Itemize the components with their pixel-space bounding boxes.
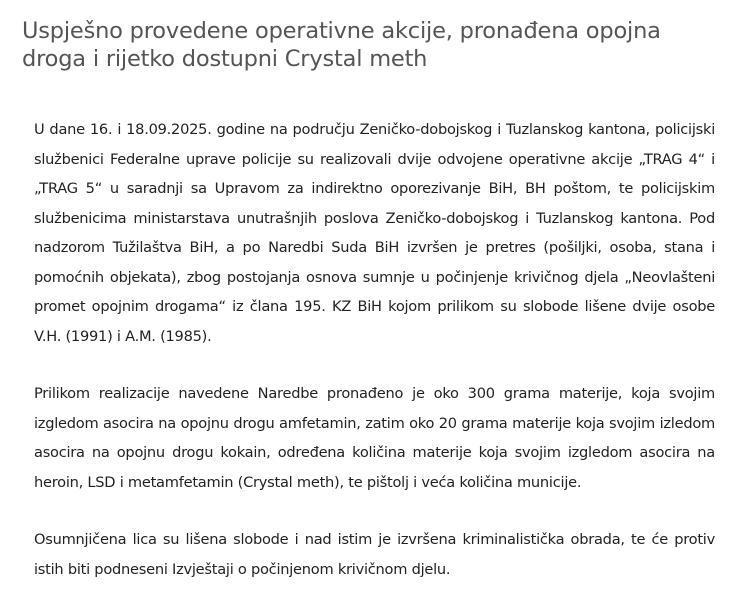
article-paragraph: U dane 16. i 18.09.2025. godine na području Zeničko-dobojskog i Tuzlanskog kantona, policijski službenici Federalne uprave policije su realizovali dvije odvojene operativne akcije „TRAG 4“ i „TRAG 5“ u saradnji sa Upravom za indirektno oporezivanje BiH, BH poštom, te policijskim službenicima ministarstava unutrašnjih poslova Zeničko-dobojskog i Tuzlanskog kantona. Pod nadzorom Tužilaštva BiH, a po Naredbi Suda BiH izvršen je pretres (pošiljki, osoba, stana i pomoćnih objekata), zbog postojanja osnova sumnje u počinjenje krivičnog djela „Neovlašteni promet opojnim drogama“ iz člana 195. KZ BiH kojom prilikom su slobode lišene dvije osobe V.H. (1991) i A.M. (1985). [34,121,715,345]
article-paragraph: Osumnjičena lica su lišena slobode i nad istim je izvršena kriminalistička obrada, te će protiv istih biti podneseni Izvještaji o počinjenom krivičnom djelu. [34,531,715,578]
article-paragraph: Prilikom realizacije navedene Naredbe pronađeno je oko 300 grama materije, koja svojim izgledom asocira na opojnu drogu amfetamin, zatim oko 20 grama materije koja svojim izledom asocira na opojnu drogu kokain, određena količina materije koja svojim izgledom asocira na heroin, LSD i metamfetamin (Crystal meth), te pištolj i veća količina municije. [34,385,715,491]
article-title: Uspješno provedene operativne akcije, pronađena opojna droga i rijetko dostupni Crystal meth [22,18,661,72]
article-body [34,115,715,612]
